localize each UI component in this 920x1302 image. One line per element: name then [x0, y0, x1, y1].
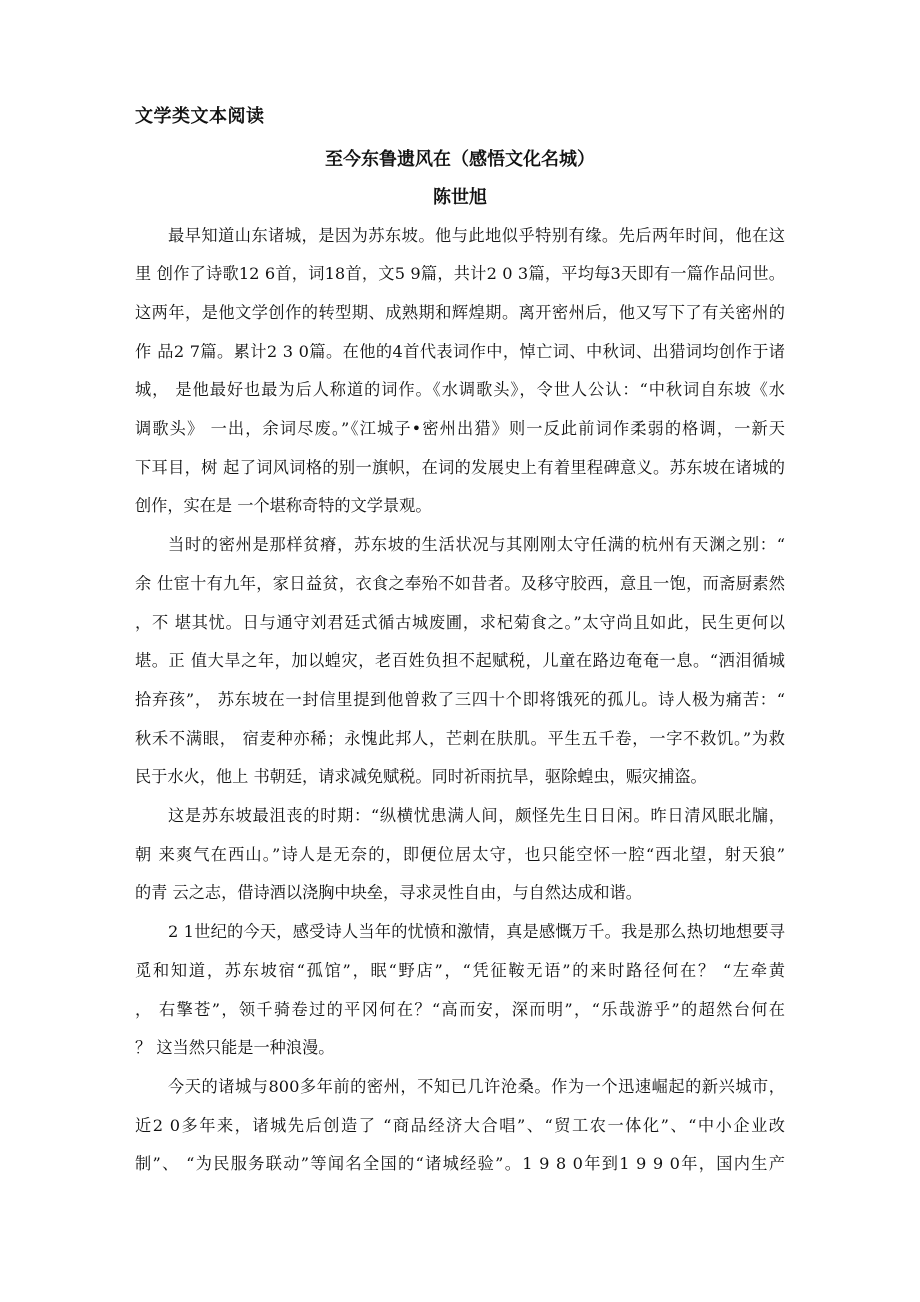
text-line: 里 创作了诗歌12 6首，词18首，文5 9篇，共计2 0 3篇，平均每3天即有一篇作品问世。 [135, 264, 785, 283]
text-line: 这是苏东坡最沮丧的时期：“纵横忧患满人间，颇怪先生日日闲。昨日清风眠北牖， [168, 806, 785, 825]
text-line: ，不 堪其忧。日与通守刘君廷式循古城废圃，求杞菊食之。”太守尚且如此，民生更何以 [135, 613, 785, 632]
text-line: 最早知道山东诸城，是因为苏东坡。他与此地似乎特别有缘。先后两年时间，他在这 [168, 226, 785, 245]
text-line: 作 品2 7篇。累计2 3 0篇。在他的4首代表词作中，悼亡词、中秋词、出猎词均创作于诸 [135, 342, 785, 361]
text-line: 余 仕宦十有九年，家日益贫，衣食之奉殆不如昔者。及移守胶西，意且一饱，而斋厨素然 [135, 574, 785, 593]
text-line: 秋禾不满眼， 宿麦种亦稀；永愧此邦人，芒刺在肤肌。平生五千卷，一字不救饥。”为救 [135, 729, 785, 748]
text-line: ？ 这当然只能是一种浪漫。 [135, 1038, 335, 1057]
text-line: 的青 云之志，借诗酒以浇胸中块垒，寻求灵性自由，与自然达成和谐。 [135, 883, 642, 902]
section-label: 文学类文本阅读 [135, 106, 265, 127]
article-title: 至今东鲁遗风在（感悟文化名城） [325, 149, 595, 170]
text-line: 近2 0多年来，诸城先后创造了 “商品经济大合唱”、“贸工农一体化”、“中小企业改 [135, 1116, 785, 1135]
text-line: 城， 是他最好也最为后人称道的词作。《水调歌头》，令世人公认：“中秋词自东坡《水 [135, 380, 785, 399]
text-line: 制”、 “为民服务联动”等闻名全国的“诸城经验”。1 9 8 0年到1 9 9 0年，国内生产 [135, 1154, 785, 1173]
text-line: 创作，实在是 一个堪称奇特的文学景观。 [135, 496, 432, 515]
text-line: 堪。正 值大旱之年，加以蝗灾，老百姓负担不起赋税，儿童在路边奄奄一息。“洒泪循城 [135, 651, 785, 670]
text-line: 今天的诸城与800多年前的密州，不知已几许沧桑。作为一个迅速崛起的新兴城市， [168, 1077, 785, 1096]
text-line: 下耳目，树 起了词风词格的别一旗帜，在词的发展史上有着里程碑意义。苏东坡在诸城的 [135, 458, 785, 477]
text-line: 当时的密州是那样贫瘠，苏东坡的生活状况与其刚刚太守任满的杭州有天渊之别：“ [168, 535, 785, 554]
text-line: 民于水火，他上 书朝廷，请求减免赋税。同时祈雨抗旱，驱除蝗虫，赈灾捕盗。 [135, 767, 707, 786]
text-line: 觅和知道，苏东坡宿“孤馆”，眠“野店”，“凭征鞍无语”的来时路径何在？ “左牵黄 [135, 961, 785, 980]
text-line: 拾弃孩”， 苏东坡在一封信里提到他曾救了三四十个即将饿死的孤儿。诗人极为痛苦：“ [135, 690, 785, 709]
text-line: 这两年，是他文学创作的转型期、成熟期和辉煌期。离开密州后，他又写下了有关密州的 [135, 303, 785, 322]
text-line: 朝 来爽气在西山。”诗人是无奈的，即便位居太守，也只能空怀一腔“西北望，射天狼” [135, 845, 785, 864]
text-line: ， 右擎苍”，领千骑卷过的平冈何在？“高而安，深而明”，“乐哉游乎”的超然台何在 [135, 1000, 785, 1019]
text-line: 调歌头》 一出，余词尽废。”《江城子•密州出猎》则一反此前词作柔弱的格调，一新天 [135, 419, 785, 438]
article-author: 陈世旭 [433, 187, 487, 208]
text-line: 2 1世纪的今天，感受诗人当年的忧愤和激情，真是感慨万千。我是那么热切地想要寻 [168, 922, 785, 941]
